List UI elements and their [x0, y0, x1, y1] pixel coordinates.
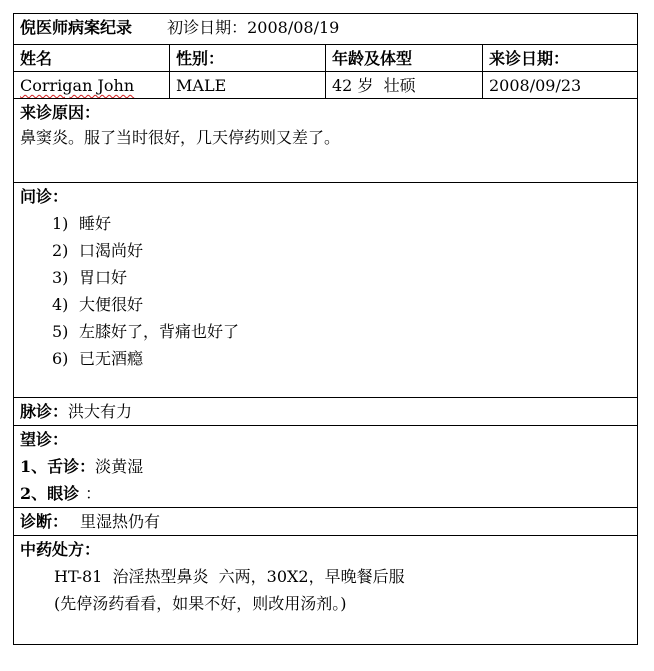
complaint-section [14, 98, 637, 182]
diagnosis-text: 里湿热仍有 [80, 512, 161, 531]
age-build-label: 年龄及体型 [325, 45, 482, 71]
tongue-label: 1、舌诊： [20, 457, 96, 476]
header-row [14, 14, 637, 44]
prescription-line-1: HT-81 治淫热型鼻炎 六两，30X2，早晚餐后服 [54, 567, 405, 586]
diagnosis-section [14, 507, 637, 535]
prescription-line-2: (先停汤药看看，如果不好，则改用汤剂。) [54, 594, 347, 613]
eye-label: 2、眼诊 [20, 484, 80, 503]
complaint-text: 鼻窦炎。服了当时很好，几天停药则又差了。 [20, 128, 341, 147]
eye-text: ： [85, 484, 102, 503]
list-item: 1) 睡好 [52, 214, 112, 233]
prescription-label: 中药处方： [20, 540, 101, 559]
list-item: 2) 口渴尚好 [52, 241, 144, 260]
patient-visit-date: 2008/09/23 [482, 72, 637, 98]
inquiry-section [14, 182, 637, 397]
pulse-label: 脉诊： [20, 402, 69, 421]
list-item: 6) 已无酒瘾 [52, 349, 144, 368]
patient-name: Corrigan John [20, 76, 135, 95]
first-visit-label: 初诊日期： [167, 18, 248, 37]
pulse-text: 洪大有力 [68, 402, 133, 421]
medical-record-form [13, 13, 638, 645]
first-visit-date: 2008/08/19 [247, 18, 340, 37]
patient-sex: MALE [169, 72, 325, 98]
inspection-label: 望诊： [20, 430, 69, 449]
record-title: 倪医师病案纪录 [20, 18, 133, 37]
prescription-section [14, 535, 637, 644]
list-item: 4) 大便很好 [52, 295, 144, 314]
inquiry-list [20, 210, 631, 372]
pulse-section [14, 397, 637, 425]
patient-values-row [14, 71, 637, 98]
patient-age-build: 42 岁 壮硕 [325, 72, 482, 98]
name-label: 姓名 [20, 49, 53, 68]
list-item: 5) 左膝好了，背痛也好了 [52, 322, 240, 341]
sex-label: 性别： [169, 45, 325, 71]
patient-header-row [14, 44, 637, 71]
inquiry-label: 问诊： [20, 187, 69, 206]
inspection-section [14, 425, 637, 507]
tongue-text: 淡黄湿 [95, 457, 144, 476]
list-item: 3) 胃口好 [52, 268, 128, 287]
complaint-label: 来诊原因： [20, 103, 101, 122]
visit-date-label: 来诊日期： [482, 45, 637, 71]
diagnosis-label: 诊断： [20, 512, 69, 531]
